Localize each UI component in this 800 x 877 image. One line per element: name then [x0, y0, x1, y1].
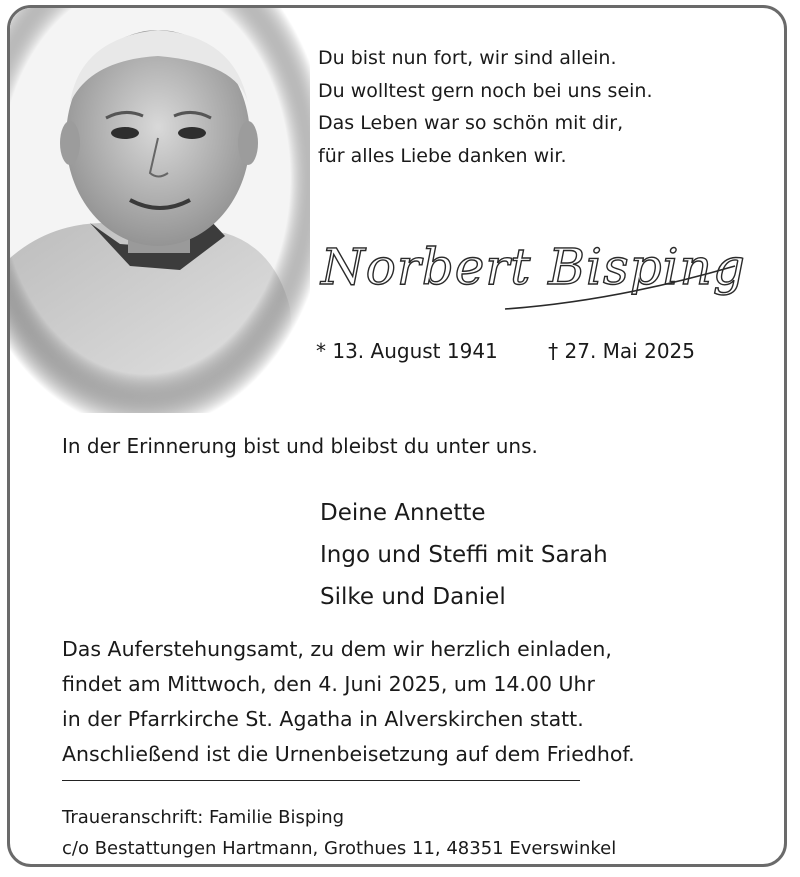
service-line: Anschließend ist die Urnenbeisetzung auf dem Friedhof.	[62, 742, 635, 766]
verse-line: Du bist nun fort, wir sind allein.	[318, 47, 617, 69]
service-notice	[62, 632, 635, 772]
verse-line: Du wolltest gern noch bei uns sein.	[318, 79, 653, 102]
family-names	[320, 492, 608, 618]
poem-verse	[318, 42, 653, 172]
memory-line: In der Erinnerung bist und bleibst du unter uns.	[62, 434, 538, 458]
death-date: † 27. Mai 2025	[548, 339, 695, 363]
service-line: in der Pfarrkirche St. Agatha in Alverskirchen statt.	[62, 707, 584, 731]
birth-date: * 13. August 1941	[316, 339, 498, 363]
life-dates	[316, 339, 695, 363]
verse-line: für alles Liebe danken wir.	[318, 144, 567, 167]
portrait-photo	[10, 8, 310, 413]
name-signature	[315, 206, 775, 326]
address-line: Traueranschrift: Familie Bisping	[62, 807, 345, 828]
service-line: findet am Mittwoch, den 4. Juni 2025, um 14.00 Uhr	[62, 672, 595, 696]
mourning-address	[62, 802, 616, 864]
family-member: Deine Annette	[320, 500, 486, 526]
verse-line: Das Leben war so schön mit dir,	[318, 112, 624, 134]
service-line: Das Auferstehungsamt, zu dem wir herzlich einladen,	[62, 637, 612, 661]
family-member: Ingo und Steffi mit Sarah	[320, 542, 608, 568]
divider-line	[62, 780, 580, 781]
family-member: Silke und Daniel	[320, 584, 506, 610]
signature-name: Norbert Bisping	[321, 238, 746, 296]
address-line: c/o Bestattungen Hartmann, Grothues 11, 48351 Everswinkel	[62, 838, 617, 859]
obituary-card	[7, 5, 787, 867]
